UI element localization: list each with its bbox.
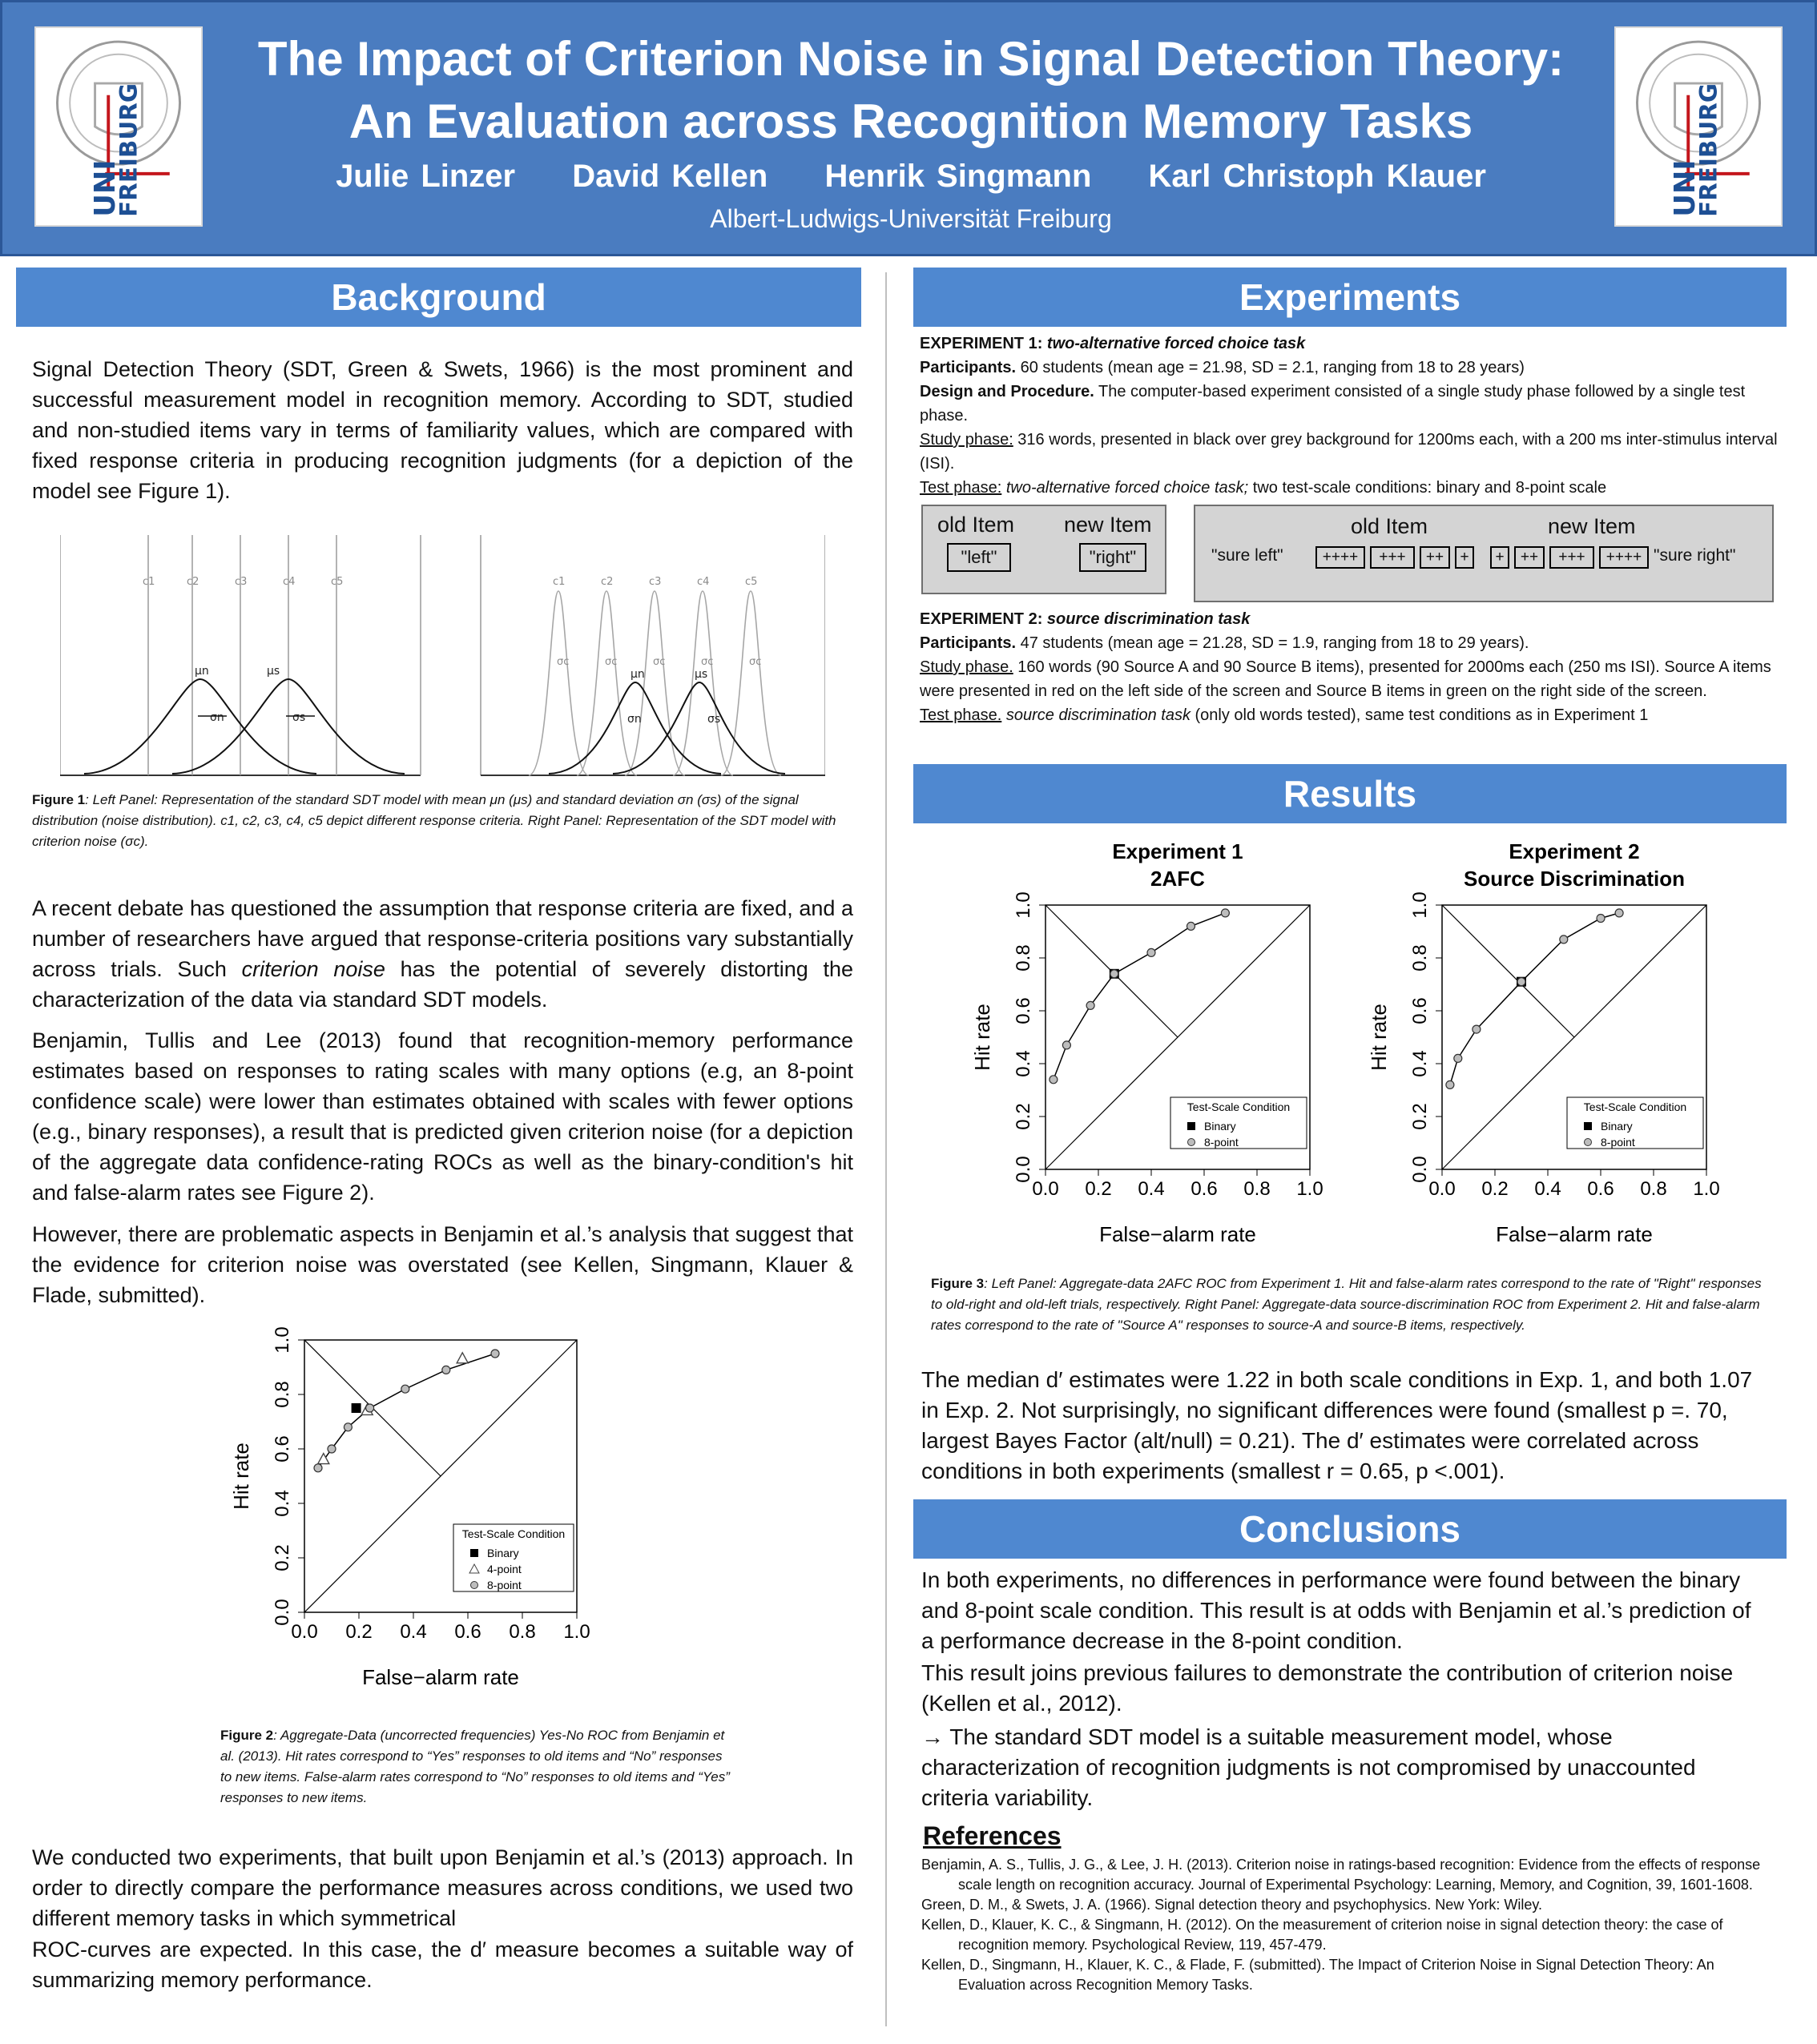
eight-point-point — [1615, 909, 1623, 917]
criterion-label: c1 — [553, 576, 566, 588]
chart-subtitle: Source Discrimination — [1464, 867, 1685, 891]
x-tick-label: 0.2 — [1481, 1178, 1509, 1200]
y-tick-label: 0.6 — [1409, 997, 1431, 1024]
x-tick-label: 1.0 — [1693, 1178, 1720, 1200]
x-tick-label: 0.6 — [1191, 1178, 1218, 1200]
svg-text:FREIBURG: FREIBURG — [115, 82, 143, 217]
background-paragraph-5b: ROC-curves are expected. In this case, the d′ measure becomes a suitable way of summarizing memory performance. — [32, 1937, 853, 1992]
x-tick-label: 0.4 — [1534, 1178, 1561, 1200]
criterion-label: c2 — [187, 576, 199, 588]
legend-binary-marker — [1584, 1122, 1592, 1130]
criterion-label: c5 — [745, 576, 758, 588]
conclusions-heading: Conclusions — [913, 1499, 1787, 1559]
eight-point-response-panel — [1194, 505, 1774, 602]
y-tick-label: 0.0 — [272, 1599, 293, 1626]
old-item-label: old Item — [937, 513, 1015, 537]
figure-1-sdt-models — [60, 535, 825, 780]
experiment-1-description: EXPERIMENT 1: two-alternative forced choice task Participants. 60 students (mean age = 21.98, SD = 2.1, ranging from 18 to 28 years) Design and Procedure. The computer-based experiment consisted of a single study phase followed by a single test phase. Study phase: 316 words, presented in black over grey background for 1200ms each, with a 200 ms inter-stimulus interval (ISI). Test phase: two-alternative forced choice task; two test-scale conditions: binary and 8-point scale — [920, 335, 1778, 497]
chart-title: Experiment 1 — [1112, 839, 1243, 863]
y-tick-label: 0.4 — [272, 1490, 293, 1517]
eight-point-point — [328, 1445, 336, 1453]
eight-point-point — [401, 1385, 409, 1393]
results-text: The median d′ estimates were 1.22 in both scale conditions in Exp. 1, and both 1.07 in Exp. 2. Not surprisingly, no significant differences were found (smallest p =. 70, largest Bayes Factor (alt/null) = 0.21). The d′ estimates were correlated across conditions in both experiments (smallest r = 0.65, p <.001). — [921, 1367, 1753, 1483]
background-paragraph-4: However, there are problematic aspects in Benjamin et al.’s analysis that suggest that the evidence for criterion noise was overstated (see Kellen, Singmann, Klauer & Flade, submitted). — [32, 1222, 853, 1307]
sigma-c-label: σc — [701, 656, 714, 668]
x-tick-label: 0.2 — [1085, 1178, 1112, 1200]
x-tick-label: 1.0 — [563, 1621, 590, 1643]
y-tick-label: 0.6 — [272, 1435, 293, 1463]
y-axis-label: Hit rate — [1367, 1004, 1391, 1071]
criterion-label: c1 — [143, 576, 155, 588]
experiment-2-description: EXPERIMENT 2: source discrimination task Participants. 47 students (mean age = 21.28, SD = 1.9, ranging from 18 to 29 years). Study phase. 160 words (90 Source A and 90 Source B items), presented for 2000ms each (250 ms ISI). Source A items were presented in red on the left side of the screen and Source B items in green on the right side of the screen. Test phase. source discrimination task (only old words tested), same test conditions as in Experiment 1 — [920, 610, 1771, 724]
reference-item: Kellen, D., Singmann, H., Klauer, K. C., & Flade, F. (submitted). The Impact of Criterion Noise in Signal Detection Theory: An Evaluation across Recognition Memory Tasks. — [921, 1957, 1714, 1993]
sure-left-label: "sure left" — [1211, 546, 1283, 565]
x-tick-label: 0.4 — [1138, 1178, 1165, 1200]
rating-key: +++ — [1549, 546, 1594, 569]
eight-point-point — [1517, 978, 1525, 986]
svg-text:UNI: UNI — [1669, 159, 1702, 217]
author-name: Karl Christoph Klauer — [1148, 159, 1486, 194]
x-tick-label: 0.4 — [400, 1621, 427, 1643]
conclusions-paragraph-2: This result joins previous failures to demonstrate the contribution of criterion noise (Kellen et al., 2012). — [921, 1660, 1734, 1716]
affiliation: Albert-Ludwigs-Universität Freiburg — [710, 204, 1112, 233]
legend-series-label: Binary — [487, 1547, 519, 1559]
mu-s-label: μs — [695, 668, 708, 681]
eight-point-point — [1086, 1001, 1094, 1009]
conclusions-paragraph-1: In both experiments, no differences in performance were found between the binary and 8-point scale condition. This result is at odds with Benjamin et al.’s prediction of a performance decrease in the 8-point condition. — [921, 1567, 1751, 1653]
poster-title-line2: An Evaluation across Recognition Memory Tasks — [348, 95, 1473, 148]
sigma-s-label: σs — [707, 713, 721, 726]
roc-curve-line — [1054, 913, 1226, 1080]
legend-series-label: 8-point — [1204, 1136, 1239, 1149]
figure-1-caption: Figure 1: Left Panel: Representation of the standard SDT model with mean μn (μs) and standard deviation σn (σs) of the signal distribution (noise distribution). c1, c2, c3, c4, c5 depict different response criteria. Right Panel: Representation of the SDT model with criterion noise (σc). — [32, 792, 836, 849]
eight-point-point — [442, 1366, 450, 1374]
figure-3-experiment-1-roc — [945, 833, 1330, 1265]
x-tick-label: 0.6 — [1587, 1178, 1614, 1200]
figure-2-caption: Figure 2: Aggregate-Data (uncorrected frequencies) Yes-No ROC from Benjamin et al. (2013). Hit rates correspond to “Yes” responses to old items and “No” responses to new items. False-alarm rates correspond to “No” responses to old items and “Yes” responses to new items. — [220, 1728, 730, 1805]
old-item-label: old Item — [1351, 514, 1428, 538]
figure-3-caption: Figure 3: Left Panel: Aggregate-data 2AFC ROC from Experiment 1. Hit and false-alarm rates correspond to the rate of "Right" responses to old-right and old-left trials, respectively. Right Panel: Aggregate-data source-discrimination ROC from Experiment 2. Hit and false-alarm rates correspond to the rate of "Source A" responses to source-A and source-B items, respectively. — [931, 1276, 1762, 1333]
left-response-key: "left" — [947, 543, 1011, 572]
svg-text:FREIBURG: FREIBURG — [1694, 82, 1722, 217]
eight-point-point — [1446, 1080, 1454, 1088]
y-tick-label: 0.0 — [1013, 1156, 1034, 1183]
sigma-c-label: σc — [557, 656, 570, 668]
x-tick-label: 0.0 — [291, 1621, 318, 1643]
legend-eight-point-marker — [1188, 1139, 1195, 1146]
y-tick-label: 0.4 — [1409, 1050, 1431, 1077]
background-paragraph-1: Signal Detection Theory (SDT, Green & Swets, 1966) is the most prominent and successful measurement model in recognition memory. According to SDT, studied and non-studied items vary in terms of familiarity values, which are compared with fixed response criteria in producing recognition judgments (for a depiction of the model see Figure 1). — [32, 357, 853, 503]
binary-response-panel — [921, 505, 1166, 594]
sigma-c-label: σc — [605, 656, 618, 668]
poster-header — [0, 0, 1817, 256]
y-axis-label: Hit rate — [970, 1004, 994, 1071]
x-tick-label: 0.0 — [1428, 1178, 1456, 1200]
eight-point-point — [1473, 1025, 1481, 1033]
column-divider — [885, 272, 887, 2026]
y-tick-label: 0.2 — [1013, 1103, 1034, 1130]
legend-series-label: Binary — [1204, 1120, 1236, 1133]
figure-1-left-panel — [60, 535, 421, 775]
sigma-n-label: σn — [210, 711, 224, 724]
criterion-label: c4 — [283, 576, 296, 588]
results-heading: Results — [913, 764, 1787, 823]
mu-s-label: μs — [267, 665, 280, 678]
y-tick-label: 0.8 — [1013, 944, 1034, 972]
sigma-c-label: σc — [653, 656, 666, 668]
legend-series-label: Binary — [1601, 1120, 1633, 1133]
y-tick-label: 1.0 — [1409, 891, 1431, 919]
binary-point — [352, 1403, 361, 1413]
eight-point-point — [1560, 935, 1568, 944]
x-tick-label: 1.0 — [1296, 1178, 1323, 1200]
background-paragraph-2: A recent debate has questioned the assumption that response criteria are fixed, and a number of researchers have argued that response-criteria positions vary substantially across trials. Such criterion noise has the potential of severely distorting the characterization of the data via standard SDT models. — [32, 896, 854, 1012]
figure-2-roc-chart — [200, 1320, 617, 1720]
x-tick-label: 0.8 — [1640, 1178, 1667, 1200]
rating-key: ++++ — [1599, 546, 1649, 569]
eight-point-point — [1454, 1054, 1462, 1062]
rating-key: + — [1490, 546, 1509, 569]
x-tick-label: 0.2 — [345, 1621, 373, 1643]
y-axis-label: Hit rate — [229, 1442, 253, 1510]
sigma-n-label: σn — [627, 713, 642, 726]
eight-point-point — [1147, 948, 1155, 956]
legend-binary-marker — [1187, 1122, 1195, 1130]
chart-title: Experiment 2 — [1509, 839, 1640, 863]
reference-item: Green, D. M., & Swets, J. A. (1966). Signal detection theory and psychophysics. New York: Wiley. — [921, 1897, 1543, 1913]
rating-key: +++ — [1370, 546, 1415, 569]
sure-right-label: "sure right" — [1654, 546, 1736, 565]
eight-point-point — [1110, 970, 1118, 978]
criterion-label: c4 — [697, 576, 710, 588]
background-paragraph-3: Benjamin, Tullis and Lee (2013) found that recognition-memory performance estimates based on responses to rating scales with many options (e.g, an 8-point confidence scale) were lower than estimates obtained with scales with fewer options (e.g., binary responses), a result that is predicted given criterion noise (for a depiction of the aggregate data confidence-rating ROCs as well as the binary-condition's hit and false-alarm rates see Figure 2). — [32, 1028, 853, 1205]
criterion-label: c3 — [235, 576, 248, 588]
eight-point-point — [314, 1464, 322, 1472]
legend-series-label: 4-point — [487, 1563, 522, 1575]
eight-point-point — [1050, 1076, 1058, 1084]
criterion-label: c5 — [331, 576, 344, 588]
criterion-label: c3 — [649, 576, 662, 588]
legend-binary-marker — [470, 1549, 478, 1557]
x-axis-label: False−alarm rate — [1496, 1222, 1653, 1246]
y-tick-label: 0.2 — [1409, 1103, 1431, 1130]
legend-title: Test-Scale Condition — [1186, 1100, 1291, 1113]
y-tick-label: 0.2 — [272, 1544, 293, 1571]
rating-key: ++ — [1514, 546, 1545, 569]
sigma-c-label: σc — [749, 656, 762, 668]
x-axis-label: False−alarm rate — [362, 1665, 519, 1689]
x-tick-label: 0.8 — [1243, 1178, 1271, 1200]
chart-subtitle: 2AFC — [1150, 867, 1205, 891]
experiments-heading: Experiments — [913, 268, 1787, 327]
poster-title-line1: The Impact of Criterion Noise in Signal Detection Theory: — [257, 32, 1565, 86]
background-heading: Background — [16, 268, 861, 327]
references-heading: References — [923, 1821, 1062, 1850]
author-name: David Kellen — [572, 159, 768, 194]
eight-point-point — [1597, 915, 1605, 923]
y-tick-label: 0.8 — [272, 1381, 293, 1408]
conclusions-paragraph-3: → The standard SDT model is a suitable measurement model, whose characterization of recognition judgments is not compromised by unaccounted criteria variability. — [921, 1724, 1696, 1810]
reference-item: Kellen, D., Klauer, K. C., & Singmann, H. (2012). On the measurement of criterion noise in signal detection theory: the case of recognition memory. Psychological Review, 119, 457-479. — [921, 1917, 1723, 1953]
eight-point-point — [344, 1423, 352, 1431]
legend-series-label: 8-point — [487, 1579, 522, 1591]
new-item-label: new Item — [1548, 514, 1636, 538]
four-point-point — [457, 1353, 468, 1363]
y-tick-label: 0.0 — [1409, 1156, 1431, 1183]
rating-key: + — [1455, 546, 1474, 569]
eight-point-point — [1221, 909, 1229, 917]
rating-key: ++++ — [1315, 546, 1365, 569]
eight-point-point — [491, 1350, 499, 1358]
eight-point-point — [1187, 922, 1195, 930]
reference-list — [921, 1855, 1779, 1995]
mu-n-label: μn — [631, 668, 645, 681]
y-tick-label: 0.4 — [1013, 1050, 1034, 1077]
legend-eight-point-marker — [1585, 1139, 1592, 1146]
eight-point-point — [366, 1404, 374, 1412]
y-tick-label: 0.8 — [1409, 944, 1431, 972]
x-tick-label: 0.0 — [1032, 1178, 1059, 1200]
figure-1-right-panel — [481, 535, 825, 775]
legend-series-label: 8-point — [1601, 1136, 1635, 1149]
figure-3-experiment-2-roc — [1342, 833, 1726, 1265]
criterion-label: c2 — [601, 576, 614, 588]
negative-diagonal — [1442, 905, 1574, 1037]
new-item-label: new Item — [1064, 513, 1152, 537]
author-name: Henrik Singmann — [824, 159, 1092, 194]
y-tick-label: 1.0 — [1013, 891, 1034, 919]
legend-title: Test-Scale Condition — [461, 1527, 566, 1540]
x-axis-label: False−alarm rate — [1099, 1222, 1256, 1246]
author-list — [243, 159, 1579, 195]
background-paragraph-5a: We conducted two experiments, that built upon Benjamin et al.’s (2013) approach. In order to directly compare the performance measures across conditions, we used two different memory tasks in which symmetrical — [32, 1845, 853, 1930]
y-tick-label: 1.0 — [272, 1326, 293, 1354]
sigma-s-label: σs — [292, 711, 306, 724]
roc-curve-line — [318, 1354, 495, 1468]
author-name: Julie Linzer — [336, 159, 516, 194]
university-logo-left — [34, 26, 203, 227]
reference-item: Benjamin, A. S., Tullis, J. G., & Lee, J. H. (2013). Criterion noise in ratings-based recognition: Evidence from the effects of response scale length on recognition accuracy. Journal of Experimental Psychology: Learning, Memory, and Cognition, 39, 1601-1608. — [921, 1857, 1761, 1893]
legend-title: Test-Scale Condition — [1583, 1100, 1687, 1113]
legend-eight-point-marker — [471, 1582, 478, 1589]
x-tick-label: 0.8 — [509, 1621, 536, 1643]
svg-text:UNI: UNI — [89, 159, 123, 217]
eight-point-point — [1062, 1041, 1070, 1049]
y-tick-label: 0.6 — [1013, 997, 1034, 1024]
right-response-key: "right" — [1079, 543, 1146, 572]
university-logo-right — [1614, 26, 1783, 227]
x-tick-label: 0.6 — [454, 1621, 481, 1643]
mu-n-label: μn — [195, 665, 209, 678]
rating-key: ++ — [1420, 546, 1450, 569]
